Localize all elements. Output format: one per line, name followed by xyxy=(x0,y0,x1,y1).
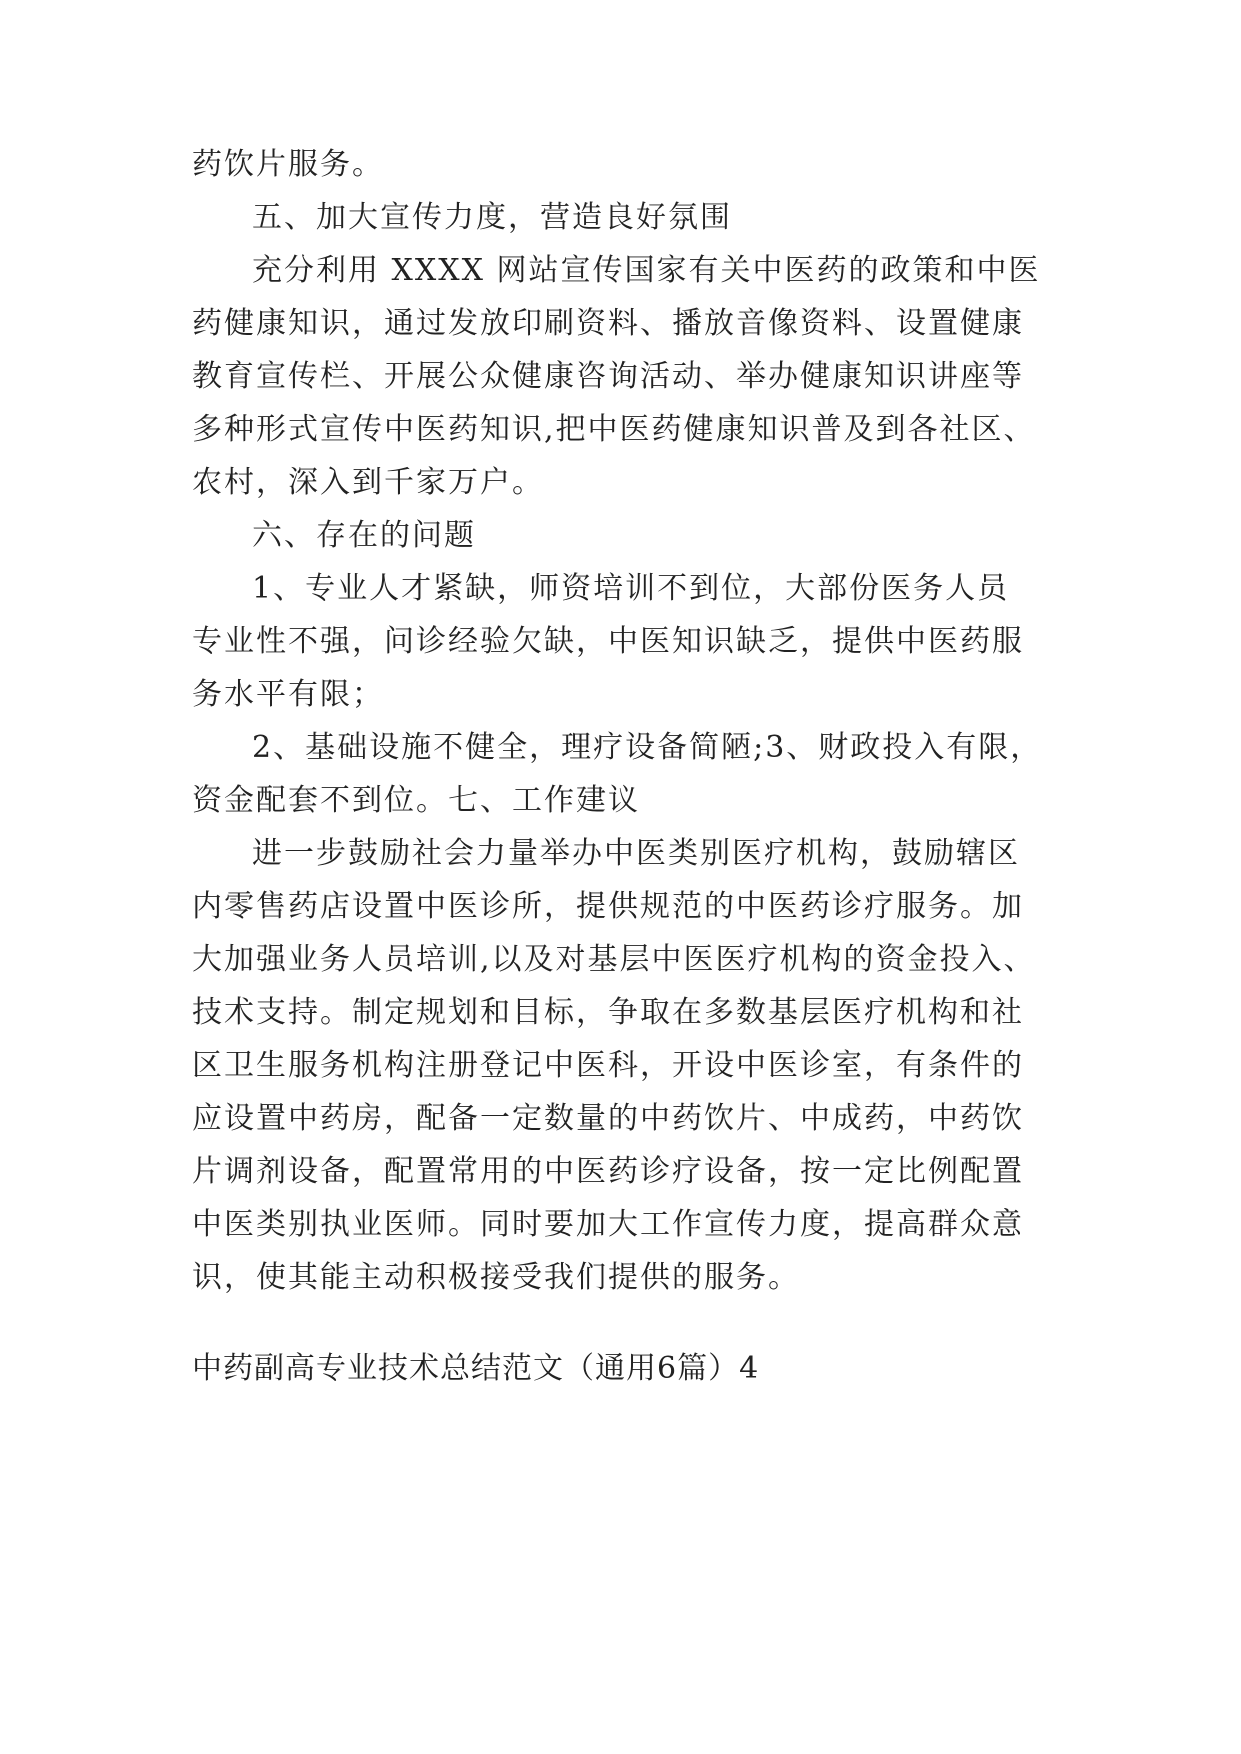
text-line: 应设置中药房，配备一定数量的中药饮片、中成药，中药饮 xyxy=(192,1101,1024,1136)
text-line: 片调剂设备，配置常用的中医药诊疗设备，按一定比例配置 xyxy=(192,1154,1024,1189)
text-line: 内零售药店设置中医诊所，提供规范的中医药诊疗服务。加 xyxy=(192,889,1024,924)
text-line: 药健康知识，通过发放印刷资料、播放音像资料、设置健康 xyxy=(192,306,1024,341)
text-line: 务水平有限； xyxy=(192,677,384,712)
text-line: 教育宣传栏、开展公众健康咨询活动、举办健康知识讲座等 xyxy=(192,359,1024,394)
text-line: 专业性不强，问诊经验欠缺，中医知识缺乏，提供中医药服 xyxy=(192,624,1024,659)
text-line: 区卫生服务机构注册登记中医科，开设中医诊室，有条件的 xyxy=(192,1048,1024,1083)
document-title-footer: 中药副高专业技术总结范文（通用6篇）4 xyxy=(192,1351,760,1386)
text-line: 大加强业务人员培训,以及对基层中医医疗机构的资金投入、 xyxy=(192,942,1036,977)
text-line: 2、基础设施不健全，理疗设备简陋;3、财政投入有限， xyxy=(252,730,1043,765)
text-line: 资金配套不到位。七、工作建议 xyxy=(192,783,640,818)
text-line: 药饮片服务。 xyxy=(192,147,384,182)
text-line: 多种形式宣传中医药知识,把中医药健康知识普及到各社区、 xyxy=(192,412,1036,447)
text-line: 充分利用 XXXX 网站宣传国家有关中医药的政策和中医 xyxy=(252,253,1041,288)
text-line: 技术支持。制定规划和目标，争取在多数基层医疗机构和社 xyxy=(192,995,1024,1030)
text-line: 农村，深入到千家万户。 xyxy=(192,465,544,500)
text-line: 中医类别执业医师。同时要加大工作宣传力度，提高群众意 xyxy=(192,1207,1024,1242)
text-line: 识，使其能主动积极接受我们提供的服务。 xyxy=(192,1260,800,1295)
text-line: 进一步鼓励社会力量举办中医类别医疗机构，鼓励辖区 xyxy=(252,836,1020,871)
section-heading: 五、加大宣传力度，营造良好氛围 xyxy=(252,200,732,235)
text-line: 1、专业人才紧缺，师资培训不到位，大部份医务人员 xyxy=(252,571,1010,606)
section-heading: 六、存在的问题 xyxy=(252,518,476,553)
